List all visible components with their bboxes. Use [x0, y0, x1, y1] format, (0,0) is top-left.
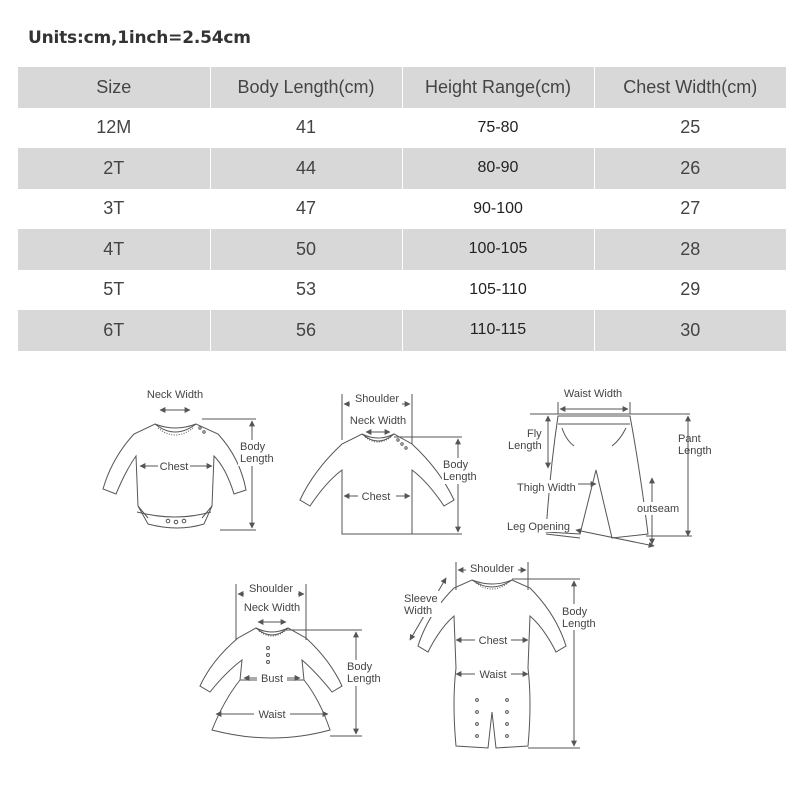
dress-neck-width-label: Neck Width — [243, 602, 301, 614]
cell-size: 3T — [18, 189, 210, 230]
bodysuit-body-label: Body — [240, 441, 266, 453]
bodysuit-neck-width-label: Neck Width — [146, 389, 204, 401]
dress-body-label: Body — [347, 661, 373, 673]
measurement-diagrams — [0, 360, 800, 800]
top-length-label: Length — [443, 471, 477, 483]
romper-chest-label: Chest — [478, 635, 508, 647]
cell-size: 2T — [18, 148, 210, 189]
cell-chest-width: 26 — [594, 148, 786, 189]
cell-chest-width: 25 — [680, 117, 701, 138]
romper-sleeve-label: Sleeve — [404, 593, 438, 605]
cell-chest-width: 29 — [680, 279, 701, 300]
bodysuit-length-label: Length — [240, 453, 274, 465]
dress-length-label: Length — [347, 673, 381, 685]
pants-fly-label: Fly — [527, 428, 542, 440]
pants-thigh-width-label: Thigh Width — [517, 482, 576, 494]
cell-size: 6T — [18, 310, 210, 351]
romper-diagram — [410, 562, 580, 748]
top-shoulder-label: Shoulder — [354, 393, 400, 405]
cell-height-range: 75-80 — [402, 108, 594, 149]
table-row — [18, 310, 786, 351]
size-chart-table — [18, 67, 786, 351]
top-neck-width-label: Neck Width — [349, 415, 407, 427]
top-body-label: Body — [443, 459, 469, 471]
romper-width-label: Width — [404, 605, 433, 617]
col-header-height-range: Height Range(cm) — [402, 67, 594, 108]
table-row — [18, 229, 786, 270]
pants-outseam-label: outseam — [637, 503, 680, 515]
cell-height-range: 100-105 — [402, 229, 594, 270]
romper-length-label: Length — [562, 618, 596, 630]
cell-body-length: 41 — [210, 108, 402, 149]
cell-body-length: 47 — [210, 189, 402, 230]
cell-chest-width: 27 — [680, 198, 701, 219]
table-row — [18, 189, 786, 230]
cell-height-range: 110-115 — [402, 310, 594, 351]
table-header-row — [18, 67, 786, 108]
romper-waist-label: Waist — [479, 669, 507, 681]
pants-pant-label: Pant — [678, 433, 701, 445]
dress-bust-label: Bust — [260, 673, 284, 685]
top-outline — [300, 434, 454, 534]
table-row — [18, 148, 786, 189]
top-chest-label: Chest — [361, 491, 391, 503]
bodysuit-chest-label: Chest — [159, 461, 189, 473]
cell-body-length: 56 — [210, 310, 402, 351]
col-header-body-length: Body Length(cm) — [210, 67, 402, 108]
pants-leg-opening-label: Leg Opening — [507, 521, 570, 533]
table-row — [18, 108, 786, 149]
cell-body-length: 44 — [210, 148, 402, 189]
cell-chest-width: 30 — [594, 310, 786, 351]
pants-fly-length-label: Length — [508, 440, 542, 452]
pants-pant-length-label: Length — [678, 445, 712, 457]
cell-height-range: 105-110 — [402, 270, 594, 311]
cell-body-length: 53 — [210, 270, 402, 311]
col-header-size: Size — [18, 67, 210, 108]
col-header-chest-width: Chest Width(cm) — [594, 67, 786, 108]
cell-chest-width: 28 — [594, 229, 786, 270]
bodysuit-outline — [103, 424, 246, 528]
cell-body-length: 50 — [210, 229, 402, 270]
table-row — [18, 270, 786, 311]
pants-waist-width-label: Waist Width — [563, 388, 623, 400]
cell-size: 5T — [18, 270, 210, 311]
dress-waist-label: Waist — [258, 709, 286, 721]
cell-height-range: 80-90 — [402, 148, 594, 189]
romper-shoulder-label: Shoulder — [469, 563, 515, 575]
romper-body-label: Body — [562, 606, 588, 618]
cell-height-range: 90-100 — [402, 189, 594, 230]
cell-size: 12M — [18, 108, 210, 149]
units-note: Units:cm,1inch=2.54cm — [28, 28, 251, 48]
cell-size: 4T — [18, 229, 210, 270]
dress-shoulder-label: Shoulder — [248, 583, 294, 595]
